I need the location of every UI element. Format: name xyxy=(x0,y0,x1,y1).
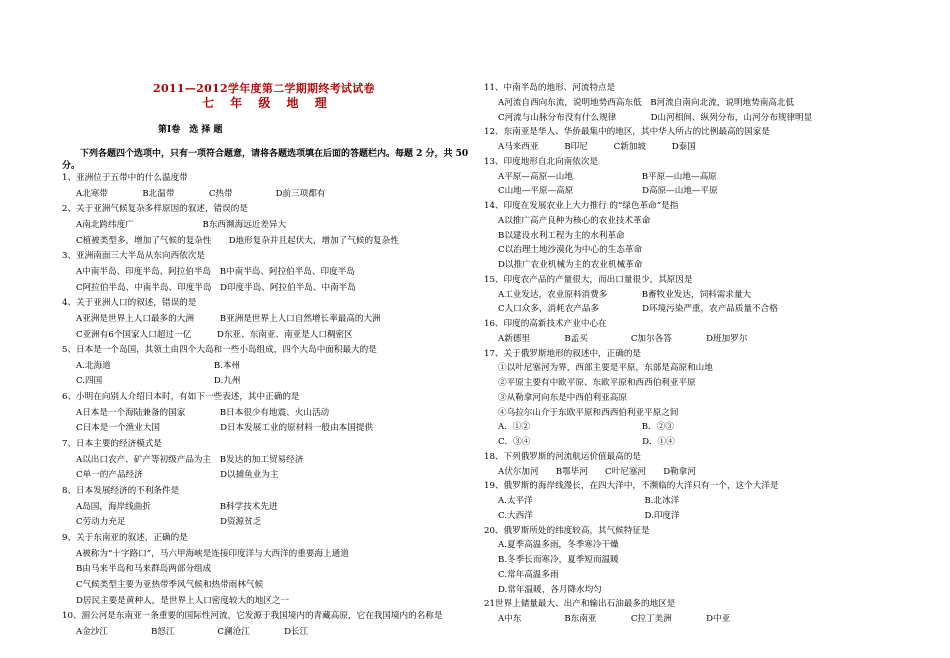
answer-option: D以推广农业机械为主的农业机械革命 xyxy=(498,260,643,270)
question-stem: 20、俄罗斯所处的纬度较高，其气候特征是 xyxy=(484,525,650,536)
answer-option: C.大西洋 D.印度洋 xyxy=(498,510,680,521)
instruction-line-1: 下列各题四个选项中，只有一项符合题意，请将各题选项填在后面的答题栏内。每题 2 分，共 50 xyxy=(80,149,469,159)
answer-option: A中东 B东南亚 C拉丁美洲 D中亚 xyxy=(498,614,731,624)
answer-option: C山地—平原—高原 D高原—山地—平原 xyxy=(498,186,718,197)
question-stem: 6、小明在向别人介绍日本时，有如下一些表述，其中正确的是 xyxy=(62,392,300,403)
question-stem: 17、关于俄罗斯地形的叙述中，正确的是 xyxy=(484,348,642,359)
answer-option: C以治理土地沙漠化为中心的生态革命 xyxy=(498,245,643,256)
answer-option: B以建设水利工程为主的水利革命 xyxy=(498,230,625,241)
answer-option: C单一的产品经济 D以捕鱼业为主 xyxy=(76,470,279,481)
answer-option: ④乌拉尔山介于东欧平原和西西伯利亚平原之间 xyxy=(498,407,679,418)
answer-option: A.太平洋 B.北冰洋 xyxy=(498,496,680,506)
exam-title: 2011—2012学年度第二学期期终考试试卷 xyxy=(153,82,375,95)
answer-option: C劳动力充足 D资源贫乏 xyxy=(76,517,262,528)
answer-option: A.北海道 B.本州 xyxy=(76,360,241,371)
question-stem: 18、下列俄罗斯的河流航运价值最高的是 xyxy=(484,451,642,462)
answer-option: A中南半岛、印度半岛、阿拉伯半岛 B中南半岛、阿拉伯半岛、印度半岛 xyxy=(76,266,355,277)
question-stem: 16、印度的高新技术产业中心在 xyxy=(484,319,607,329)
question-stem: 15、印度农产品的产量很大，而出口量很少，其原因是 xyxy=(484,274,693,285)
answer-option: C亚洲有6个国家人口超过一亿 D东亚、东南亚、南亚是人口稠密区 xyxy=(76,329,353,340)
answer-option: C阿拉伯半岛、中南半岛、印度半岛 D印度半岛、阿拉伯半岛、中南半岛 xyxy=(76,282,356,293)
question-stem: 12、东南亚是华人、华侨最集中的地区，其中华人所占的比例最高的国家是 xyxy=(484,127,770,138)
answer-option: A平原—高原—山地 B平原—山地—高原 xyxy=(498,171,717,182)
answer-option: B由马来半岛和马来群岛两部分组成 xyxy=(76,564,212,575)
answer-option: C河流与山脉分布没有什么规律 D山河相间、纵列分布，山河分布规律明显 xyxy=(498,112,813,123)
answer-option: A亚洲是世界上人口最多的大洲 B亚洲是世界上人口自然增长率最高的大洲 xyxy=(76,313,381,324)
answer-option: A以推广高产良种为核心的农业技术革命 xyxy=(498,215,651,226)
answer-option: ①以叶尼塞河为界，西部主要是平原，东部是高原和山地 xyxy=(498,363,713,374)
answer-option: A.夏季高温多雨，冬季寒冷干燥 xyxy=(498,540,619,551)
question-stem: 3、亚洲南面三大半岛从东向西依次是 xyxy=(62,251,205,262)
question-stem: 10、湄公河是东南亚一条重要的国际性河流，它发源于我国境内的青藏高原，它在我国境内的名称是 xyxy=(62,611,443,622)
answer-option: B.冬季长而寒冷，夏季短而温暖 xyxy=(498,555,619,565)
question-stem: 19、俄罗斯的海岸线漫长，在四大洋中，不濒临的大洋只有一个，这个大洋是 xyxy=(484,481,779,492)
answer-option: A马来西亚 B印尼 C新加坡 D泰国 xyxy=(498,142,696,152)
question-stem: 11、中南半岛的地形、河流特点是 xyxy=(484,83,616,93)
question-stem: 4、关于亚洲人口的叙述，错误的是 xyxy=(62,298,197,309)
answer-option: A北寒带 B北温带 C热带 D前三项都有 xyxy=(76,188,326,199)
answer-option: C.常年高温多雨 xyxy=(498,569,559,580)
answer-option: A新德里 B孟买 C加尔各答 D班加罗尔 xyxy=(498,333,748,344)
answer-option: A工业发达，农业原料消费多 B畜牧业发达，饲料需求量大 xyxy=(498,289,752,300)
question-stem: 14、印度在发展农业上大力推行 的“绿色革命”是指 xyxy=(484,201,679,211)
answer-option: ②平原主要有中欧平原、东欧平原和西西伯利亚平原 xyxy=(498,378,696,388)
answer-option: A伏尔加河 B鄂毕河 C叶尼塞河 D勒拿河 xyxy=(498,466,696,477)
answer-option: ③从勒拿河向东是中西伯利亚高原 xyxy=(498,392,627,403)
answer-option: C植被类型多，增加了气候的复杂性 D地形复杂并且起伏大，增加了气候的复杂性 xyxy=(76,235,399,246)
question-stem: 7、日本主要的经济模式是 xyxy=(62,439,162,450)
answer-option: A南北跨纬度广 B东西濒海远近差异大 xyxy=(76,219,287,230)
exam-subtitle: 七 年 级 地 理 xyxy=(202,96,333,110)
question-stem: 9、关于东南亚的叙述，正确的是 xyxy=(62,532,188,543)
answer-option: A以出口农产、矿产等初级产品为主 B发达的加工贸易经济 xyxy=(76,454,304,465)
answer-option: D居民主要是黄种人，是世界上人口密度较大的地区之一 xyxy=(76,595,290,606)
answer-option: A岛国，海岸线曲折 B科学技术先进 xyxy=(76,501,278,512)
question-stem: 21世界上储量最大、出产和输出石油最多的地区是 xyxy=(484,599,676,610)
answer-option: A河流自西向东流，说明地势西高东低 B河流自南向北流，说明地势南高北低 xyxy=(498,97,795,108)
answer-option: A日本是一个海陆兼备的国家 B日本很少有地震、火山活动 xyxy=(76,407,330,418)
section-heading: 第Ⅰ卷 选 择 题 xyxy=(158,125,223,135)
answer-option: A金沙江 B怒江 C澜沧江 D长江 xyxy=(76,626,309,637)
question-stem: 2、关于亚洲气候复杂多样原因的叙述，错误的是 xyxy=(62,204,248,215)
answer-option: D.常年温暖，各月降水均匀 xyxy=(498,584,602,595)
question-stem: 8、日本发展经济的不利条件是 xyxy=(62,486,180,496)
answer-option: C日本是一个渔业大国 D日本发展工业的原材料一般由本国提供 xyxy=(76,423,374,434)
answer-option: C人口众多，消耗农产品多 D环境污染严重，农产品质量不合格 xyxy=(498,304,778,315)
answer-option: C气候类型主要为亚热带季风气候和热带雨林气候 xyxy=(76,579,264,590)
question-stem: 5、日本是一个岛国，其领土由四个大岛和一些小岛组成，四个大岛中面积最大的是 xyxy=(62,345,377,356)
answer-option: A．①② B．②③ xyxy=(498,422,674,433)
instruction-line-2: 分。 xyxy=(62,161,81,171)
answer-option: C.四国 D.九州 xyxy=(76,376,241,387)
question-stem: 13、印度地形自北向南依次是 xyxy=(484,156,599,167)
answer-option: C．③④ D．①④ xyxy=(498,437,675,447)
answer-option: A被称为“十字路口”，马六甲海峡是连接印度洋与大西洋的重要海上通道 xyxy=(76,548,349,559)
question-stem: 1、亚洲位于五带中的什么温度带 xyxy=(62,173,188,183)
